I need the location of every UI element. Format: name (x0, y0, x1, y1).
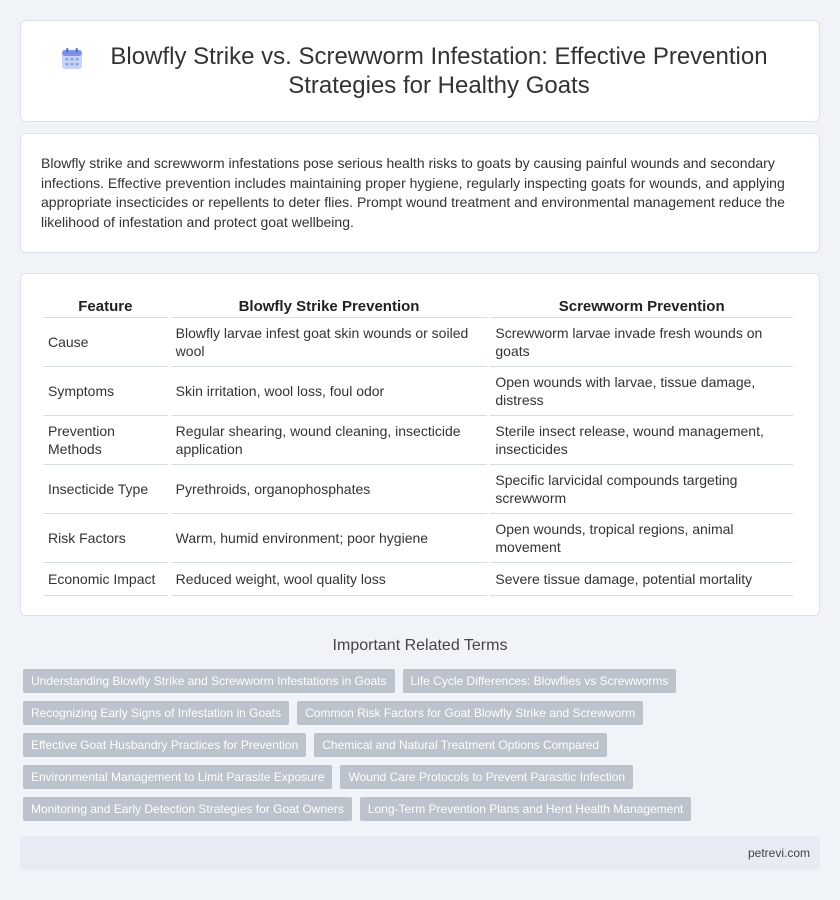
column-header-screwworm: Screwworm Prevention (490, 296, 793, 318)
table-row (43, 416, 793, 465)
intro-text: Blowfly strike and screwworm infestations pose serious health risks to goats by causing painful wounds and secondary infections. Effective prevention includes maintaining proper hygiene, regularly inspecting goats for wounds, and applying appropriate insecticides or repellents to deter flies. Prompt wound treatment and environmental management reduce the likelihood of infestation and protect goat wellbeing. (41, 155, 785, 230)
related-term-tag[interactable]: Environmental Management to Limit Parasite Exposure (23, 765, 332, 789)
related-term-tag[interactable]: Wound Care Protocols to Prevent Parasitic Infection (340, 765, 633, 789)
table-cell: Economic Impact (43, 563, 168, 596)
related-term-tag[interactable]: Life Cycle Differences: Blowflies vs Screwworms (403, 669, 677, 693)
intro-card (20, 133, 820, 253)
table-row (43, 563, 793, 596)
table-cell: Specific larvicidal compounds targeting screwworm (490, 465, 793, 514)
table-cell: Warm, humid environment; poor hygiene (171, 514, 488, 563)
table-cell: Sterile insect release, wound management, insecticides (490, 416, 793, 465)
related-terms-list (23, 669, 823, 829)
tag-row (23, 669, 823, 693)
table-row (43, 514, 793, 563)
related-term-tag[interactable]: Common Risk Factors for Goat Blowfly Strike and Screwworm (297, 701, 643, 725)
column-header-blowfly: Blowfly Strike Prevention (171, 296, 488, 318)
table-cell: Severe tissue damage, potential mortality (490, 563, 793, 596)
calendar-icon (60, 47, 84, 71)
table-cell: Prevention Methods (43, 416, 168, 465)
tag-row (23, 765, 823, 789)
footer-site-link[interactable]: petrevi.com (747, 846, 810, 860)
table-cell: Regular shearing, wound cleaning, insecticide application (171, 416, 488, 465)
related-term-tag[interactable]: Effective Goat Husbandry Practices for Prevention (23, 733, 306, 757)
table-cell: Risk Factors (43, 514, 168, 563)
comparison-table (40, 296, 796, 596)
related-term-tag[interactable]: Recognizing Early Signs of Infestation in Goats (23, 701, 289, 725)
related-terms-title: Important Related Terms (332, 637, 508, 654)
related-term-tag[interactable]: Chemical and Natural Treatment Options Compared (314, 733, 607, 757)
tag-row (23, 797, 823, 821)
table-cell: Open wounds, tropical regions, animal movement (490, 514, 793, 563)
tag-row (23, 701, 823, 725)
footer (20, 836, 820, 870)
tag-row (23, 733, 823, 757)
header-card (20, 20, 820, 122)
table-cell: Cause (43, 318, 168, 367)
table-cell: Insecticide Type (43, 465, 168, 514)
table-cell: Pyrethroids, organophosphates (171, 465, 488, 514)
table-cell: Blowfly larvae infest goat skin wounds or soiled wool (171, 318, 488, 367)
related-term-tag[interactable]: Long-Term Prevention Plans and Herd Health Management (360, 797, 692, 821)
related-term-tag[interactable]: Monitoring and Early Detection Strategies for Goat Owners (23, 797, 352, 821)
table-cell: Open wounds with larvae, tissue damage, distress (490, 367, 793, 416)
table-cell: Skin irritation, wool loss, foul odor (171, 367, 488, 416)
page-title: Blowfly Strike vs. Screwworm Infestation: Effective Prevention Strategies for Healthy Goats (110, 43, 768, 99)
table-cell: Screwworm larvae invade fresh wounds on goats (490, 318, 793, 367)
table-row (43, 367, 793, 416)
table-cell: Reduced weight, wool quality loss (171, 563, 488, 596)
table-header-row (43, 296, 793, 318)
table-cell: Symptoms (43, 367, 168, 416)
comparison-table-card (20, 273, 820, 616)
table-row (43, 465, 793, 514)
table-row (43, 318, 793, 367)
column-header-feature: Feature (43, 296, 168, 318)
related-term-tag[interactable]: Understanding Blowfly Strike and Screwworm Infestations in Goats (23, 669, 395, 693)
